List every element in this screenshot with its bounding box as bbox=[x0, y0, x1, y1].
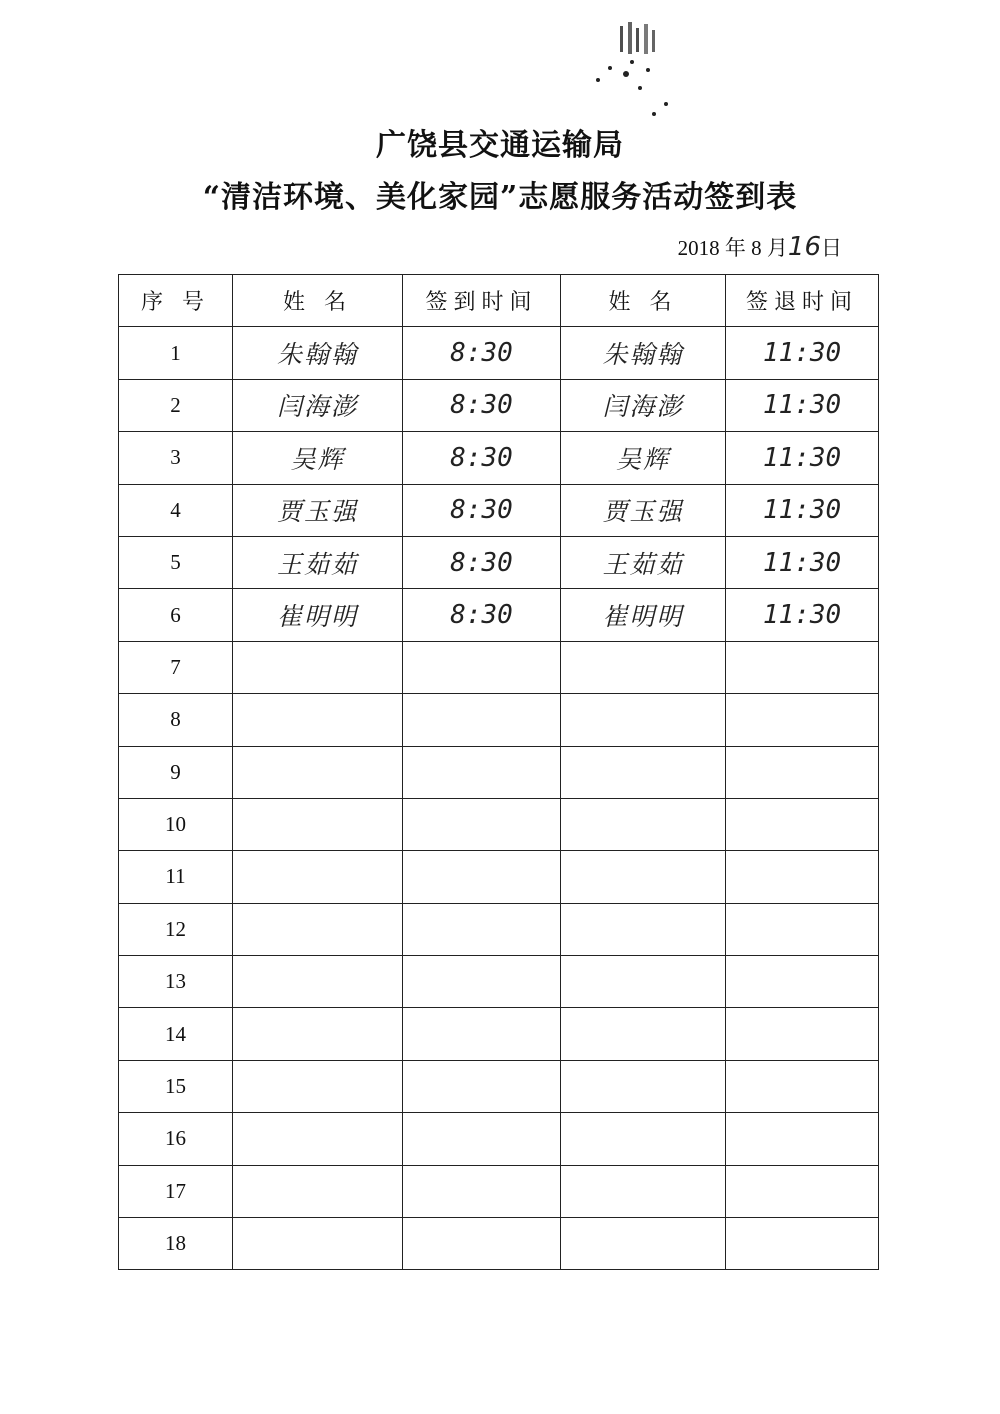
cell-name-in: 贾玉强 bbox=[233, 484, 403, 536]
table-row bbox=[119, 1060, 879, 1112]
date-year: 2018 bbox=[677, 236, 720, 260]
cell-time-out bbox=[726, 694, 879, 746]
cell-time-in: 8:30 bbox=[403, 536, 561, 588]
ink-smudge bbox=[590, 18, 700, 128]
document-subtitle: “清洁环境、美化家园”志愿服务活动签到表 bbox=[202, 180, 798, 215]
cell-name-out bbox=[561, 694, 726, 746]
cell-time-in bbox=[403, 903, 561, 955]
cell-name-in bbox=[233, 956, 403, 1008]
cell-time-out bbox=[726, 956, 879, 1008]
cell-serial: 7 bbox=[119, 641, 233, 693]
cell-name-in bbox=[233, 1060, 403, 1112]
header-time-out: 签退时间 bbox=[726, 275, 879, 327]
cell-name-out: 朱翰翰 bbox=[561, 327, 726, 379]
cell-name-in bbox=[233, 798, 403, 850]
cell-name-out: 吴辉 bbox=[561, 432, 726, 484]
cell-time-out bbox=[726, 1165, 879, 1217]
cell-name-in bbox=[233, 903, 403, 955]
table-row bbox=[119, 746, 879, 798]
table-row bbox=[119, 694, 879, 746]
cell-name-in: 朱翰翰 bbox=[233, 327, 403, 379]
cell-time-in: 8:30 bbox=[403, 379, 561, 431]
table-row bbox=[119, 903, 879, 955]
cell-name-in: 吴辉 bbox=[233, 432, 403, 484]
cell-serial: 6 bbox=[119, 589, 233, 641]
cell-time-in bbox=[403, 694, 561, 746]
cell-name-out bbox=[561, 746, 726, 798]
cell-time-out bbox=[726, 798, 879, 850]
cell-serial: 4 bbox=[119, 484, 233, 536]
cell-serial: 14 bbox=[119, 1008, 233, 1060]
cell-serial: 15 bbox=[119, 1060, 233, 1112]
cell-time-in bbox=[403, 851, 561, 903]
table-row bbox=[119, 1165, 879, 1217]
cell-time-in bbox=[403, 798, 561, 850]
cell-time-in bbox=[403, 1113, 561, 1165]
table-row bbox=[119, 536, 879, 588]
header-time-in: 签到时间 bbox=[403, 275, 561, 327]
cell-name-out bbox=[561, 1008, 726, 1060]
table-row bbox=[119, 327, 879, 379]
cell-time-in: 8:30 bbox=[403, 432, 561, 484]
cell-name-in bbox=[233, 1008, 403, 1060]
sign-date bbox=[678, 232, 842, 262]
cell-time-out: 11:30 bbox=[726, 432, 879, 484]
cell-time-out: 11:30 bbox=[726, 589, 879, 641]
table-row bbox=[119, 641, 879, 693]
document-title: 广饶县交通运输局 bbox=[376, 128, 624, 163]
date-day-label: 日 bbox=[821, 236, 842, 260]
cell-name-out bbox=[561, 903, 726, 955]
cell-name-in bbox=[233, 1165, 403, 1217]
header-name-out: 姓 名 bbox=[561, 275, 726, 327]
cell-time-out bbox=[726, 851, 879, 903]
table-header-row bbox=[119, 275, 879, 327]
cell-time-out bbox=[726, 1218, 879, 1270]
table-row bbox=[119, 1218, 879, 1270]
cell-name-in bbox=[233, 1218, 403, 1270]
cell-time-in: 8:30 bbox=[403, 589, 561, 641]
table-row bbox=[119, 589, 879, 641]
cell-serial: 12 bbox=[119, 903, 233, 955]
cell-time-in bbox=[403, 956, 561, 1008]
table-row bbox=[119, 1008, 879, 1060]
cell-time-out bbox=[726, 1113, 879, 1165]
date-year-label: 年 bbox=[724, 236, 746, 260]
date-month-label: 月 bbox=[766, 236, 788, 260]
cell-name-out: 王茹茹 bbox=[561, 536, 726, 588]
cell-name-out: 贾玉强 bbox=[561, 484, 726, 536]
cell-name-out bbox=[561, 798, 726, 850]
cell-serial: 16 bbox=[119, 1113, 233, 1165]
cell-name-in: 王茹茹 bbox=[233, 536, 403, 588]
table-row bbox=[119, 1113, 879, 1165]
cell-serial: 9 bbox=[119, 746, 233, 798]
cell-time-out bbox=[726, 903, 879, 955]
cell-name-out bbox=[561, 851, 726, 903]
cell-serial: 3 bbox=[119, 432, 233, 484]
table-row bbox=[119, 484, 879, 536]
cell-time-out: 11:30 bbox=[726, 327, 879, 379]
cell-time-in bbox=[403, 746, 561, 798]
header-name-in: 姓 名 bbox=[233, 275, 403, 327]
date-day: 16 bbox=[787, 232, 821, 262]
cell-name-out bbox=[561, 641, 726, 693]
cell-name-in bbox=[233, 694, 403, 746]
table-row bbox=[119, 798, 879, 850]
cell-time-in bbox=[403, 641, 561, 693]
cell-serial: 10 bbox=[119, 798, 233, 850]
cell-name-out bbox=[561, 956, 726, 1008]
cell-time-out bbox=[726, 1008, 879, 1060]
cell-name-in bbox=[233, 746, 403, 798]
cell-name-out bbox=[561, 1060, 726, 1112]
cell-time-in: 8:30 bbox=[403, 484, 561, 536]
cell-name-out bbox=[561, 1165, 726, 1217]
cell-name-in bbox=[233, 1113, 403, 1165]
cell-serial: 1 bbox=[119, 327, 233, 379]
table-row bbox=[119, 432, 879, 484]
header-serial: 序 号 bbox=[119, 275, 233, 327]
table-row bbox=[119, 851, 879, 903]
cell-time-in bbox=[403, 1060, 561, 1112]
cell-name-in bbox=[233, 641, 403, 693]
cell-name-out: 崔明明 bbox=[561, 589, 726, 641]
sign-in-table bbox=[118, 274, 879, 1270]
cell-name-in bbox=[233, 851, 403, 903]
cell-serial: 18 bbox=[119, 1218, 233, 1270]
cell-name-out bbox=[561, 1218, 726, 1270]
cell-time-out bbox=[726, 746, 879, 798]
cell-name-out: 闫海澎 bbox=[561, 379, 726, 431]
cell-serial: 8 bbox=[119, 694, 233, 746]
cell-time-out bbox=[726, 1060, 879, 1112]
cell-time-out: 11:30 bbox=[726, 536, 879, 588]
cell-serial: 5 bbox=[119, 536, 233, 588]
table-row bbox=[119, 956, 879, 1008]
cell-time-in bbox=[403, 1165, 561, 1217]
cell-serial: 13 bbox=[119, 956, 233, 1008]
cell-name-out bbox=[561, 1113, 726, 1165]
cell-time-in: 8:30 bbox=[403, 327, 561, 379]
cell-name-in: 崔明明 bbox=[233, 589, 403, 641]
cell-time-out bbox=[726, 641, 879, 693]
cell-time-in bbox=[403, 1218, 561, 1270]
cell-time-out: 11:30 bbox=[726, 379, 879, 431]
cell-time-in bbox=[403, 1008, 561, 1060]
date-month: 8 bbox=[751, 236, 762, 260]
cell-serial: 11 bbox=[119, 851, 233, 903]
cell-serial: 17 bbox=[119, 1165, 233, 1217]
cell-time-out: 11:30 bbox=[726, 484, 879, 536]
cell-serial: 2 bbox=[119, 379, 233, 431]
table-row bbox=[119, 379, 879, 431]
cell-name-in: 闫海澎 bbox=[233, 379, 403, 431]
